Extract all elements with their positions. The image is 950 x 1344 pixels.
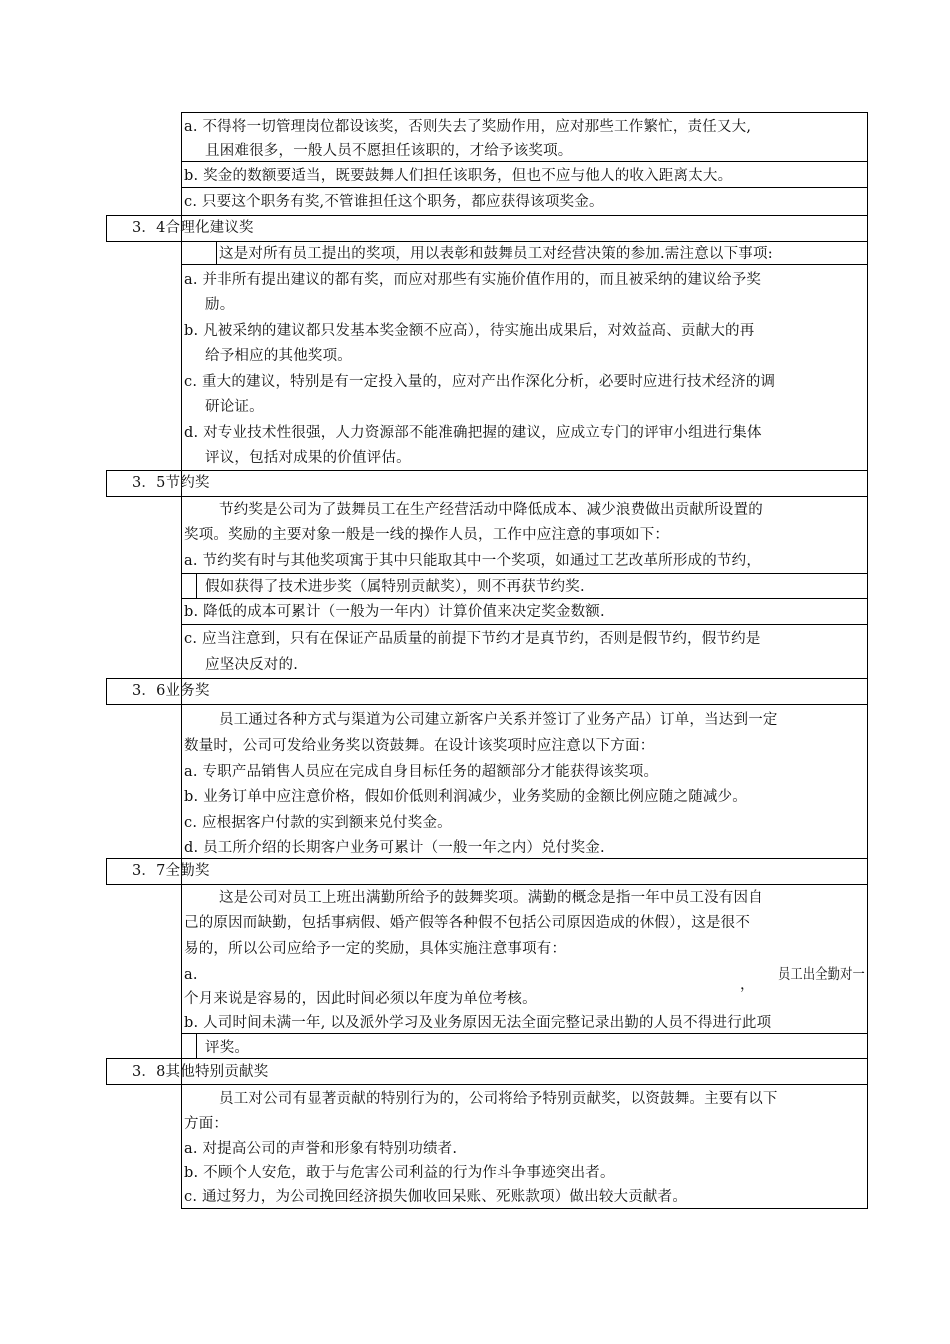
item-b-line2: 评奖。 bbox=[205, 1040, 250, 1056]
item-c: c. 应根据客户付款的实到额来兑付奖金。 bbox=[184, 815, 452, 831]
item-c-line1: c. 应当注意到，只有在保证产品质量的前提下节约才是真节约，否则是假节约，假节约是 bbox=[184, 631, 761, 647]
item-a: a. 专职产品销售人员应在完成自身目标任务的超额部分才能获得该奖项。 bbox=[184, 764, 659, 780]
table-rule bbox=[106, 1058, 868, 1059]
paragraph-line: 方面： bbox=[184, 1116, 229, 1132]
paragraph-line: 这是公司对员工上班出满勤所给予的鼓舞奖项。满勤的概念是指一年中员工没有因自 bbox=[219, 890, 763, 906]
table-rule bbox=[867, 112, 868, 1209]
table-rule bbox=[106, 215, 868, 216]
item-b-line1: b. 凡被采纳的建议都只发基本奖金额不应高），待实施出成果后，对效益高、贡献大的再 bbox=[184, 323, 755, 339]
item-c: c. 通过努力，为公司挽回经济损失伽收回呆账、死账款项）做出较大贡献者。 bbox=[184, 1189, 688, 1205]
table-rule bbox=[181, 161, 868, 162]
paragraph-line: 己的原因而缺勤，包括事病假、婚产假等各种假不包括公司原因造成的休假），这是很不 bbox=[184, 915, 751, 931]
table-rule bbox=[106, 858, 107, 885]
item-a-line1: a. 并非所有提出建议的都有奖，而应对那些有实施价值作用的，而且被采纳的建议给予奖 bbox=[184, 272, 762, 288]
item-b: b. 业务订单中应注意价格，假如价低则利润减少，业务奖励的金额比例应随之随减少。 bbox=[184, 789, 747, 805]
table-rule bbox=[181, 598, 868, 599]
item-a-line2: 假如获得了技术进步奖（属特别贡献奖），则不再获节约奖. bbox=[205, 579, 585, 595]
table-rule bbox=[106, 496, 868, 497]
item-c: c. 只要这个职务有奖,不管谁担任这个职务，都应获得该项奖金。 bbox=[184, 194, 604, 210]
section-heading-3-4: 3．4合理化建议奖 bbox=[132, 220, 254, 236]
item-a-right-fragment: 员工出全勤对一 bbox=[778, 967, 865, 983]
table-rule bbox=[106, 470, 107, 497]
section-intro: 这是对所有员工提出的奖项，用以表彰和鼓舞员工对经营决策的参加.需注意以下事项: bbox=[219, 246, 773, 262]
item-a: a. 对提高公司的声誉和形象有特别功绩者. bbox=[184, 1141, 458, 1157]
item-b: b. 奖金的数额要适当，既要鼓舞人们担任该职务，但也不应与他人的收入距离太大。 bbox=[184, 168, 733, 184]
table-rule bbox=[181, 112, 868, 113]
item-d: d. 员工所介绍的长期客户业务可累计（一般一年之内）兑付奖金. bbox=[184, 840, 605, 856]
item-a-line1: a. 节约奖有时与其他奖项寓于其中只能取其中一个奖项，如通过工艺改革所形成的节约， bbox=[184, 553, 762, 569]
table-rule bbox=[196, 573, 197, 599]
table-rule bbox=[181, 264, 868, 265]
section-heading-3-8: 3．8其他特别贡献奖 bbox=[132, 1064, 269, 1080]
item-a-line2: 且困难很多，一般人员不愿担任该职的，才给予该奖项。 bbox=[205, 143, 573, 159]
table-rule bbox=[106, 678, 868, 679]
table-rule bbox=[181, 187, 868, 188]
table-rule bbox=[181, 112, 182, 1209]
paragraph-line: 节约奖是公司为了鼓舞员工在生产经营活动中降低成本、减少浪费做出贡献所设置的 bbox=[219, 502, 763, 518]
item-b: b. 不顾个人安危，敢于与危害公司利益的行为作斗争事迹突出者。 bbox=[184, 1165, 615, 1181]
table-rule bbox=[196, 1033, 197, 1059]
table-rule bbox=[106, 1058, 107, 1085]
item-d-line1: d. 对专业技术性很强，人力资源部不能准确把握的建议，应成立专门的评审小组进行集体 bbox=[184, 425, 762, 441]
table-rule bbox=[106, 215, 107, 242]
table-rule bbox=[106, 704, 868, 705]
item-b: b. 降低的成本可累计（一般为一年内）计算价值来决定奖金数额. bbox=[184, 604, 605, 620]
item-c-line1: c. 重大的建议，特别是有一定投入量的，应对产出作深化分析，必要时应进行技术经济的调 bbox=[184, 374, 776, 390]
section-heading-3-5: 3．5节约奖 bbox=[132, 475, 210, 491]
section-heading-3-7: 3．7全勤奖 bbox=[132, 863, 210, 879]
paragraph-line: 数量时，公司可发给业务奖以资鼓舞。在设计该奖项时应注意以下方面： bbox=[184, 738, 655, 754]
table-rule bbox=[106, 1084, 868, 1085]
table-rule bbox=[106, 678, 107, 705]
table-rule bbox=[106, 884, 868, 885]
paragraph-line: 员工通过各种方式与渠道为公司建立新客户关系并签订了业务产品）订单，当达到一定 bbox=[219, 712, 778, 728]
table-rule bbox=[181, 1033, 868, 1034]
item-a-comma: ， bbox=[740, 977, 755, 993]
table-rule bbox=[106, 241, 868, 242]
table-rule bbox=[216, 241, 217, 265]
table-rule bbox=[181, 1208, 868, 1209]
table-rule bbox=[181, 624, 868, 625]
item-b-line2: 给予相应的其他奖项。 bbox=[205, 348, 352, 364]
table-rule bbox=[106, 470, 868, 471]
paragraph-line: 员工对公司有显著贡献的特别行为的，公司将给予特别贡献奖，以资鼓舞。主要有以下 bbox=[219, 1091, 778, 1107]
table-rule bbox=[181, 573, 868, 574]
item-d-line2: 评议，包括对成果的价值评估。 bbox=[205, 450, 411, 466]
section-heading-3-6: 3．6业务奖 bbox=[132, 683, 210, 699]
item-b-line1: b. 人司时间未满一年, 以及派外学习及业务原因无法全面完整记录出勤的人员不得进行此项 bbox=[184, 1015, 772, 1031]
paragraph-line: 奖项。奖励的主要对象一般是一线的操作人员，工作中应注意的事项如下： bbox=[184, 527, 670, 543]
item-c-line2: 应坚决反对的. bbox=[205, 657, 299, 673]
item-a-line2: 个月来说是容易的，因此时间必须以年度为单位考核。 bbox=[184, 991, 537, 1007]
item-a-label: a. bbox=[184, 967, 198, 983]
item-c-line2: 研论证。 bbox=[205, 399, 264, 415]
paragraph-line: 易的，所以公司应给予一定的奖励，具体实施注意事项有： bbox=[184, 941, 567, 957]
item-a-line1: a. 不得将一切管理岗位都设该奖，否则失去了奖励作用，应对那些工作繁忙，责任又大, bbox=[184, 119, 752, 135]
item-a-line2: 励。 bbox=[205, 297, 235, 313]
table-rule bbox=[106, 858, 868, 859]
